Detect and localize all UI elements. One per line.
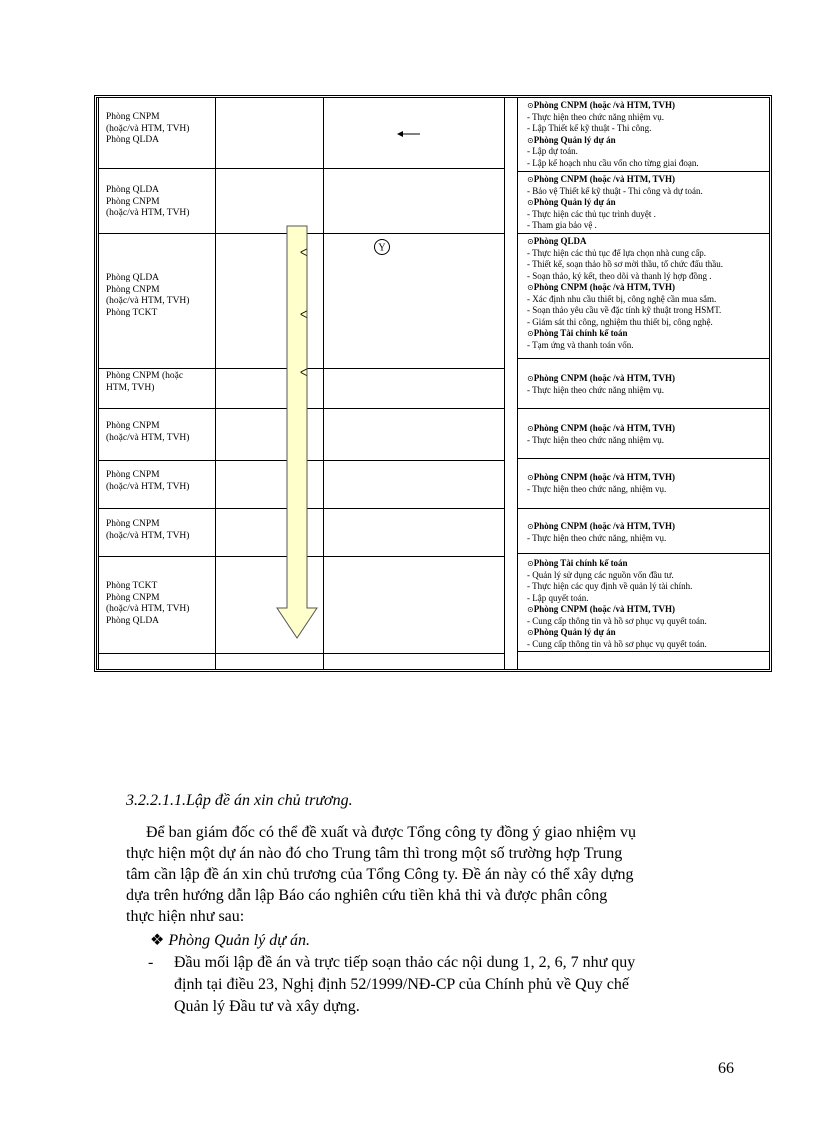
department-line: Phòng TCKT [106, 581, 158, 591]
column-divider [98, 98, 99, 669]
arrow-mark-icon: ᐸ [300, 310, 308, 321]
connector-circle [373, 238, 391, 256]
row-divider [517, 408, 769, 409]
section-caption: 3.2.2.1.1.Lập đề án xin chủ trương. [126, 792, 353, 809]
department-line: Phòng CNPM [106, 284, 160, 295]
task-cell [527, 472, 772, 495]
department-cell [106, 185, 216, 220]
task-line: - Lập Thiết kế kỹ thuật - Thi công. [527, 123, 652, 133]
row-divider [517, 458, 769, 459]
row-divider [517, 171, 769, 172]
body-paragraph [126, 822, 740, 927]
task-heading: ⊙ Phòng Quản lý dự án [527, 627, 772, 639]
task-cell [527, 423, 772, 446]
row-divider [98, 653, 504, 654]
department-line: HTM, TVH) [106, 382, 155, 393]
task-heading: ⊙ Phòng Tài chính kế toán [527, 558, 772, 570]
row-divider [517, 508, 769, 509]
column-divider [504, 98, 505, 669]
department-cell [106, 519, 216, 542]
task-heading: ⊙ Phòng CNPM (hoặc /và HTM, TVH) [527, 521, 772, 533]
paragraph-line: Để ban giám đốc có thể đề xuất và được Tổng công ty đồng ý giao nhiệm vụ [146, 824, 637, 841]
dash-marker: - [148, 954, 154, 971]
dash-list-item [148, 952, 742, 1018]
task-heading: ⊙ Phòng CNPM (hoặc /và HTM, TVH) [527, 373, 772, 385]
task-heading: ⊙ Phòng CNPM (hoặc /và HTM, TVH) [527, 423, 772, 435]
task-cell [527, 373, 772, 396]
department-cell [106, 371, 216, 394]
task-heading: ⊙ Phòng Quản lý dự án [527, 135, 772, 147]
row-divider [517, 233, 769, 234]
department-line: (hoặc/và HTM, TVH) [106, 123, 190, 134]
task-cell [527, 521, 772, 544]
task-cell [527, 100, 772, 169]
task-line: - Tham gia bảo vệ . [527, 220, 597, 230]
department-line: Phòng CNPM [106, 519, 160, 529]
connector-label: Y [378, 242, 386, 254]
department-line: Phòng CNPM [106, 196, 160, 207]
department-line: Phòng QLDA [106, 615, 160, 626]
task-line: - Thực hiện theo chức năng nhiệm vụ. [527, 434, 665, 445]
task-heading: ⊙ Phòng CNPM (hoặc /và HTM, TVH) [527, 174, 772, 186]
task-line: - Soạn thảo, ký kết, theo dõi và thanh lý hợp đồng . [527, 270, 712, 281]
department-line: Phòng QLDA [106, 185, 160, 195]
task-line: - Soạn thảo yêu cầu về đặc tính kỹ thuật trong HSMT. [527, 305, 722, 315]
process-table [94, 95, 772, 672]
department-line: (hoặc/và HTM, TVH) [106, 604, 190, 614]
diamond-bullet-icon: ❖ [150, 932, 165, 949]
task-cell [527, 236, 772, 351]
department-line: Phòng CNPM [106, 112, 160, 122]
column-divider [323, 98, 324, 669]
task-cell [527, 174, 772, 232]
task-line: - Thực hiện theo chức năng nhiệm vụ. [527, 384, 665, 395]
department-line: Phòng CNPM [106, 592, 160, 603]
department-cell [106, 421, 216, 444]
task-line: - Giám sát thi công, nghiệm thu thiết bị, công nghệ. [527, 316, 713, 327]
department-cell [106, 273, 216, 319]
department-line: Phòng QLDA [106, 273, 160, 283]
task-line: - Xác định nhu cầu thiết bị, công nghệ cần mua sắm. [527, 293, 717, 304]
task-line: - Cung cấp thông tin và hồ sơ phục vụ quyết toán. [527, 615, 707, 626]
task-heading: ⊙ Phòng CNPM (hoặc /và HTM, TVH) [527, 604, 772, 616]
task-line: - Thực hiện theo chức năng, nhiệm vụ. [527, 483, 667, 494]
left-arrow-icon [397, 130, 421, 138]
task-line: - Thiết kế, soạn thảo hồ sơ mời thầu, tổ chức đấu thầu. [527, 259, 723, 269]
department-line: (hoặc/và HTM, TVH) [106, 208, 190, 218]
page-number: 66 [718, 1060, 734, 1077]
task-heading: ⊙ Phòng CNPM (hoặc /và HTM, TVH) [527, 100, 772, 112]
task-line: - Thực hiện các quy định về quản lý tài chính. [527, 581, 693, 591]
row-divider [517, 358, 769, 359]
process-down-arrow-icon [275, 224, 319, 640]
task-line: - Thực hiện các thủ tục để lựa chọn nhà cung cấp. [527, 247, 707, 258]
department-line: Phòng QLDA [106, 135, 160, 145]
dash-line: Quản lý Đầu tư và xây dựng. [174, 998, 360, 1015]
department-line: (hoặc/và HTM, TVH) [106, 296, 190, 306]
task-heading: ⊙ Phòng CNPM (hoặc /và HTM, TVH) [527, 472, 772, 484]
bullet-text: Phòng Quản lý dự án. [168, 932, 310, 949]
paragraph-line: thực hiện một dự án nào đó cho Trung tâm thì trong một số trường hợp Trung [126, 845, 623, 862]
task-line: - Thực hiện các thủ tục trình duyệt . [527, 208, 656, 219]
department-line: (hoặc/và HTM, TVH) [106, 530, 190, 541]
bullet-item [150, 930, 310, 950]
department-line: Phòng CNPM (hoặc [106, 371, 184, 381]
paragraph-line: thực hiện như sau: [126, 908, 245, 925]
task-line: - Bảo vệ Thiết kế kỹ thuật - Thi công và dự toán. [527, 185, 703, 196]
department-cell [106, 581, 216, 627]
task-line: - Tạm ứng và thanh toán vốn. [527, 339, 634, 350]
task-line: - Quản lý sử dụng các nguồn vốn đầu tư. [527, 569, 674, 580]
task-line: - Thực hiện theo chức năng nhiệm vụ. [527, 111, 665, 122]
dash-line: định tại điều 23, Nghị định 52/1999/NĐ-CP của Chính phủ về Quy chế [174, 976, 629, 993]
task-heading: ⊙ Phòng CNPM (hoặc /và HTM, TVH) [527, 282, 772, 294]
task-line: - Lập kế hoạch nhu cầu vốn cho từng giai đoạn. [527, 157, 699, 168]
department-line: (hoặc/và HTM, TVH) [106, 481, 190, 492]
task-line: - Thực hiện theo chức năng, nhiệm vụ. [527, 532, 667, 543]
row-divider [98, 168, 504, 169]
department-line: Phòng TCKT [106, 307, 158, 318]
task-line: - Lập quyết toán. [527, 592, 589, 603]
task-line: - Cung cấp thông tin và hồ sơ phục vụ quyết toán. [527, 638, 707, 649]
department-line: Phòng CNPM [106, 421, 160, 431]
paragraph-line: tâm cần lập đề án xin chủ trương của Tổng Công ty. Đề án này có thể xây dựng [126, 866, 634, 883]
paragraph-line: dựa trên hướng dẫn lập Báo cáo nghiên cứu tiền khả thi và được phân công [126, 887, 608, 904]
row-divider [517, 651, 769, 652]
arrow-mark-icon: ᐸ [300, 368, 308, 379]
department-line: (hoặc/và HTM, TVH) [106, 432, 190, 443]
department-cell [106, 112, 216, 147]
task-heading: ⊙ Phòng Quản lý dự án [527, 197, 772, 209]
department-cell [106, 470, 216, 493]
task-line: - Lập dự toán. [527, 146, 578, 156]
column-divider [517, 98, 518, 669]
task-heading: ⊙ Phòng QLDA [527, 236, 772, 248]
department-line: Phòng CNPM [106, 470, 160, 480]
task-heading: ⊙ Phòng Tài chính kế toán [527, 328, 772, 340]
row-divider [517, 553, 769, 554]
task-cell [527, 558, 772, 650]
dash-line: Đầu mối lập đề án và trực tiếp soạn thảo các nội dung 1, 2, 6, 7 như quy [174, 954, 636, 971]
arrow-mark-icon: ᐸ [300, 248, 308, 259]
